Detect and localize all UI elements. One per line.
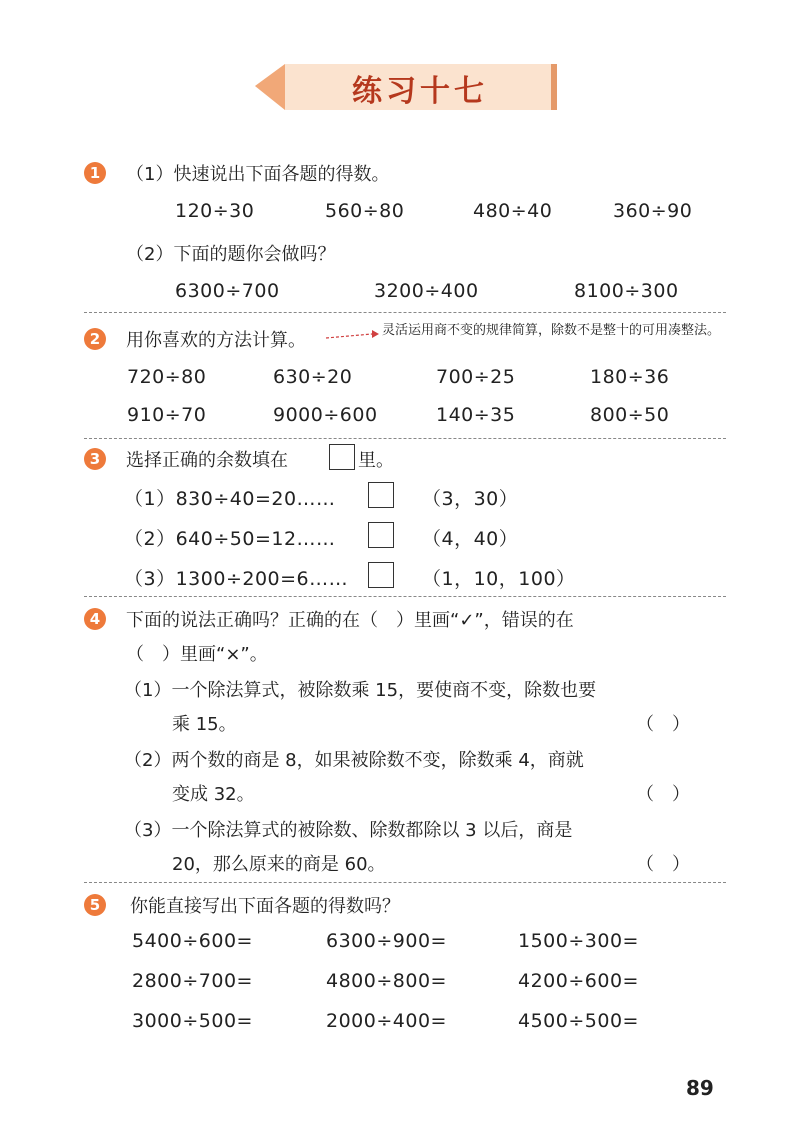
q2-item: 720÷80 bbox=[127, 366, 207, 388]
q4-item-line2: 20，那么原来的商是 60。 bbox=[172, 854, 386, 875]
q5-item: 4800÷800= bbox=[326, 970, 447, 992]
q1-item: 8100÷300 bbox=[574, 280, 679, 302]
q2-item: 9000÷600 bbox=[273, 404, 378, 426]
answer-box-sample bbox=[329, 444, 355, 470]
q3-item-expr: （3）1300÷200=6…… bbox=[124, 568, 349, 590]
judgment-paren[interactable]: （ ） bbox=[636, 784, 690, 805]
question-number-2: 2 bbox=[84, 328, 106, 350]
q2-item: 700÷25 bbox=[436, 366, 516, 388]
q3-item-options: （4，40） bbox=[422, 528, 519, 550]
q1-item: 360÷90 bbox=[613, 200, 693, 222]
page-number: 89 bbox=[686, 1076, 714, 1100]
q1-item: 6300÷700 bbox=[175, 280, 280, 302]
question-number-3: 3 bbox=[84, 448, 106, 470]
q1-item: 3200÷400 bbox=[374, 280, 479, 302]
q5-item: 2800÷700= bbox=[132, 970, 253, 992]
answer-box[interactable] bbox=[368, 522, 394, 548]
q4-prompt-line1: 下面的说法正确吗？正确的在（ ）里画“✓”，错误的在 bbox=[126, 610, 574, 631]
q1-item: 480÷40 bbox=[473, 200, 553, 222]
judgment-paren[interactable]: （ ） bbox=[636, 714, 690, 735]
arrow-icon bbox=[324, 328, 380, 344]
q5-item: 2000÷400= bbox=[326, 1010, 447, 1032]
q2-item: 180÷36 bbox=[590, 366, 670, 388]
q5-item: 4500÷500= bbox=[518, 1010, 639, 1032]
q3-item-expr: （1）830÷40=20…… bbox=[124, 488, 336, 510]
q1-part1-prompt: （1）快速说出下面各题的得数。 bbox=[126, 164, 390, 185]
q1-part2-prompt: （2）下面的题你会做吗？ bbox=[126, 244, 336, 265]
q3-prompt-before: 选择正确的余数填在 bbox=[126, 450, 288, 471]
q5-item: 3000÷500= bbox=[132, 1010, 253, 1032]
q2-item: 910÷70 bbox=[127, 404, 207, 426]
q4-prompt-line2: （ ）里画“×”。 bbox=[126, 644, 268, 665]
judgment-paren[interactable]: （ ） bbox=[636, 854, 690, 875]
q4-item-line1: （2）两个数的商是 8，如果被除数不变，除数乘 4，商就 bbox=[124, 750, 584, 771]
question-number-5: 5 bbox=[84, 894, 106, 916]
question-number-1: 1 bbox=[84, 162, 106, 184]
section-divider bbox=[84, 312, 726, 313]
page-title: 练习十七 bbox=[352, 74, 488, 109]
q2-hint-note: 灵活运用商不变的规律简算，除数不是整十的可用凑整法。 bbox=[382, 323, 721, 338]
q2-item: 800÷50 bbox=[590, 404, 670, 426]
q5-item: 1500÷300= bbox=[518, 930, 639, 952]
q5-prompt: 你能直接写出下面各题的得数吗？ bbox=[130, 896, 400, 917]
q4-item-line1: （1）一个除法算式，被除数乘 15，要使商不变，除数也要 bbox=[124, 680, 597, 701]
question-number-4: 4 bbox=[84, 608, 106, 630]
q1-item: 120÷30 bbox=[175, 200, 255, 222]
q5-item: 5400÷600= bbox=[132, 930, 253, 952]
answer-box[interactable] bbox=[368, 562, 394, 588]
q3-item-options: （3，30） bbox=[422, 488, 519, 510]
answer-box[interactable] bbox=[368, 482, 394, 508]
section-divider bbox=[84, 438, 726, 439]
section-divider bbox=[84, 596, 726, 597]
q4-item-line2: 变成 32。 bbox=[172, 784, 255, 805]
q5-item: 4200÷600= bbox=[518, 970, 639, 992]
q3-item-options: （1，10，100） bbox=[422, 568, 576, 590]
section-divider bbox=[84, 882, 726, 883]
q2-item: 630÷20 bbox=[273, 366, 353, 388]
q4-item-line2: 乘 15。 bbox=[172, 714, 237, 735]
q5-item: 6300÷900= bbox=[326, 930, 447, 952]
q2-prompt: 用你喜欢的方法计算。 bbox=[126, 330, 306, 351]
q4-item-line1: （3）一个除法算式的被除数、除数都除以 3 以后，商是 bbox=[124, 820, 573, 841]
q1-item: 560÷80 bbox=[325, 200, 405, 222]
q3-prompt-after: 里。 bbox=[358, 450, 394, 471]
q3-item-expr: （2）640÷50=12…… bbox=[124, 528, 336, 550]
q2-item: 140÷35 bbox=[436, 404, 516, 426]
